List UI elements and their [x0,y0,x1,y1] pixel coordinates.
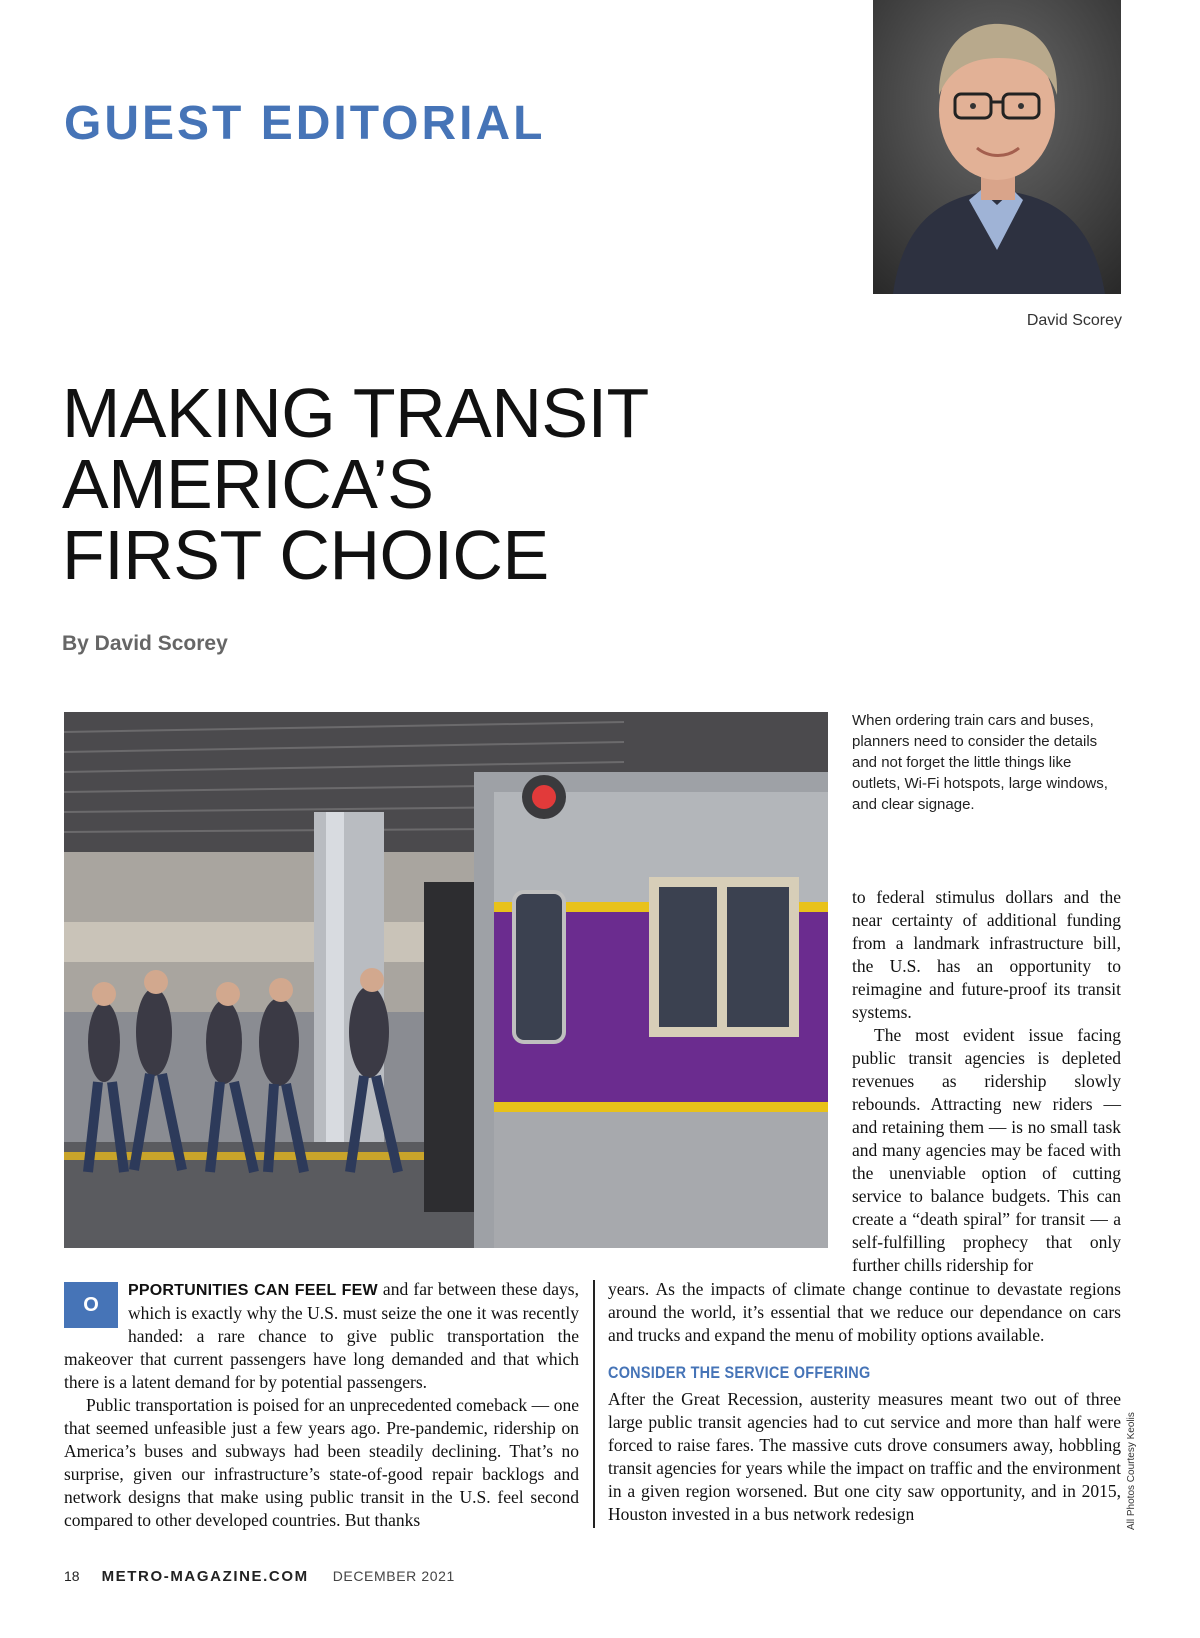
paragraph: to federal stimulus dollars and the near certainty of additional funding from a landmark infrastructure bill, the U.S. has an opportunity to reimagine and future-proof its transit systems. [852,887,1121,1022]
headline-line-3: FIRST CHOICE [62,516,549,594]
issue-date: DECEMBER 2021 [332,1568,455,1584]
site-url: METRO-MAGAZINE.COM [101,1568,309,1585]
photo-caption: When ordering train cars and buses, planners need to consider the details and not forget the little things like outlets, Wi-Fi hotspots, large windows, and clear signage. [852,712,1108,813]
byline: By David Scorey [62,632,228,655]
paragraph: After the Great Recession, austerity measures meant two out of three large public transit agencies had to cut service and more than half were forced to raise fares. The massive cuts drove consumers away, hobbling transit agencies for years while the impact on traffic and the environment in a given region worsened. But one city saw opportunity, and in 2015, Houston invested in a bus network redesign [608,1389,1121,1524]
author-portrait [873,0,1121,294]
paragraph: Public transportation is poised for an unprecedented comeback — one that seemed unfeasible just a few years ago. Pre-pandemic, ridership on America’s buses and subways had been steadily declining. That’s no surprise, given our infrastructure’s state-of-good repair backlogs and network designs that make using public transit in the U.S. feel second compared to other developed countries. But thanks [64,1395,579,1530]
article-column-right-top [852,886,1121,1277]
article-headline [62,374,649,594]
train-platform-photo [64,712,828,1248]
lead-paragraph-text: and far between these days, which is exactly why the U.S. must seize the one it was recently handed: a rare chance to give public transportation the makeover that current passengers have long demanded and that which there is a latent demand for by potential passengers. [64,1279,579,1392]
article-column-left [64,1278,579,1532]
headline-line-1: MAKING TRANSIT [62,374,649,452]
article-column-middle [608,1278,1121,1526]
column-divider [593,1280,595,1528]
paragraph: The most evident issue facing public transit agencies is depleted revenues as ridership slowly rebounds. Attracting new riders — and retaining them — is no small task and many agencies may be faced with the unenviable option of cutting service to balance budgets. This can create a “death spiral” for transit — a self-fulfilling prophecy that only further chills ridership for [852,1025,1121,1275]
page-footer [64,1568,455,1585]
page-number: 18 [64,1568,80,1584]
section-kicker: GUEST EDITORIAL [64,97,546,150]
photo-credit: All Photos Courtesy Keolis [1126,1412,1137,1530]
drop-cap: O [64,1282,118,1328]
section-subhead: CONSIDER THE SERVICE OFFERING [608,1363,871,1382]
paragraph: years. As the impacts of climate change continue to devastate regions around the world, it’s essential that we reduce our dependance on cars and trucks and expand the menu of mobility options available. [608,1279,1121,1345]
lead-paragraph [64,1278,579,1394]
portrait-caption: David Scorey [1026,312,1122,329]
headline-line-2: AMERICA’S [62,445,434,523]
lead-in-caps: PPORTUNITIES CAN FEEL FEW [128,1282,378,1299]
